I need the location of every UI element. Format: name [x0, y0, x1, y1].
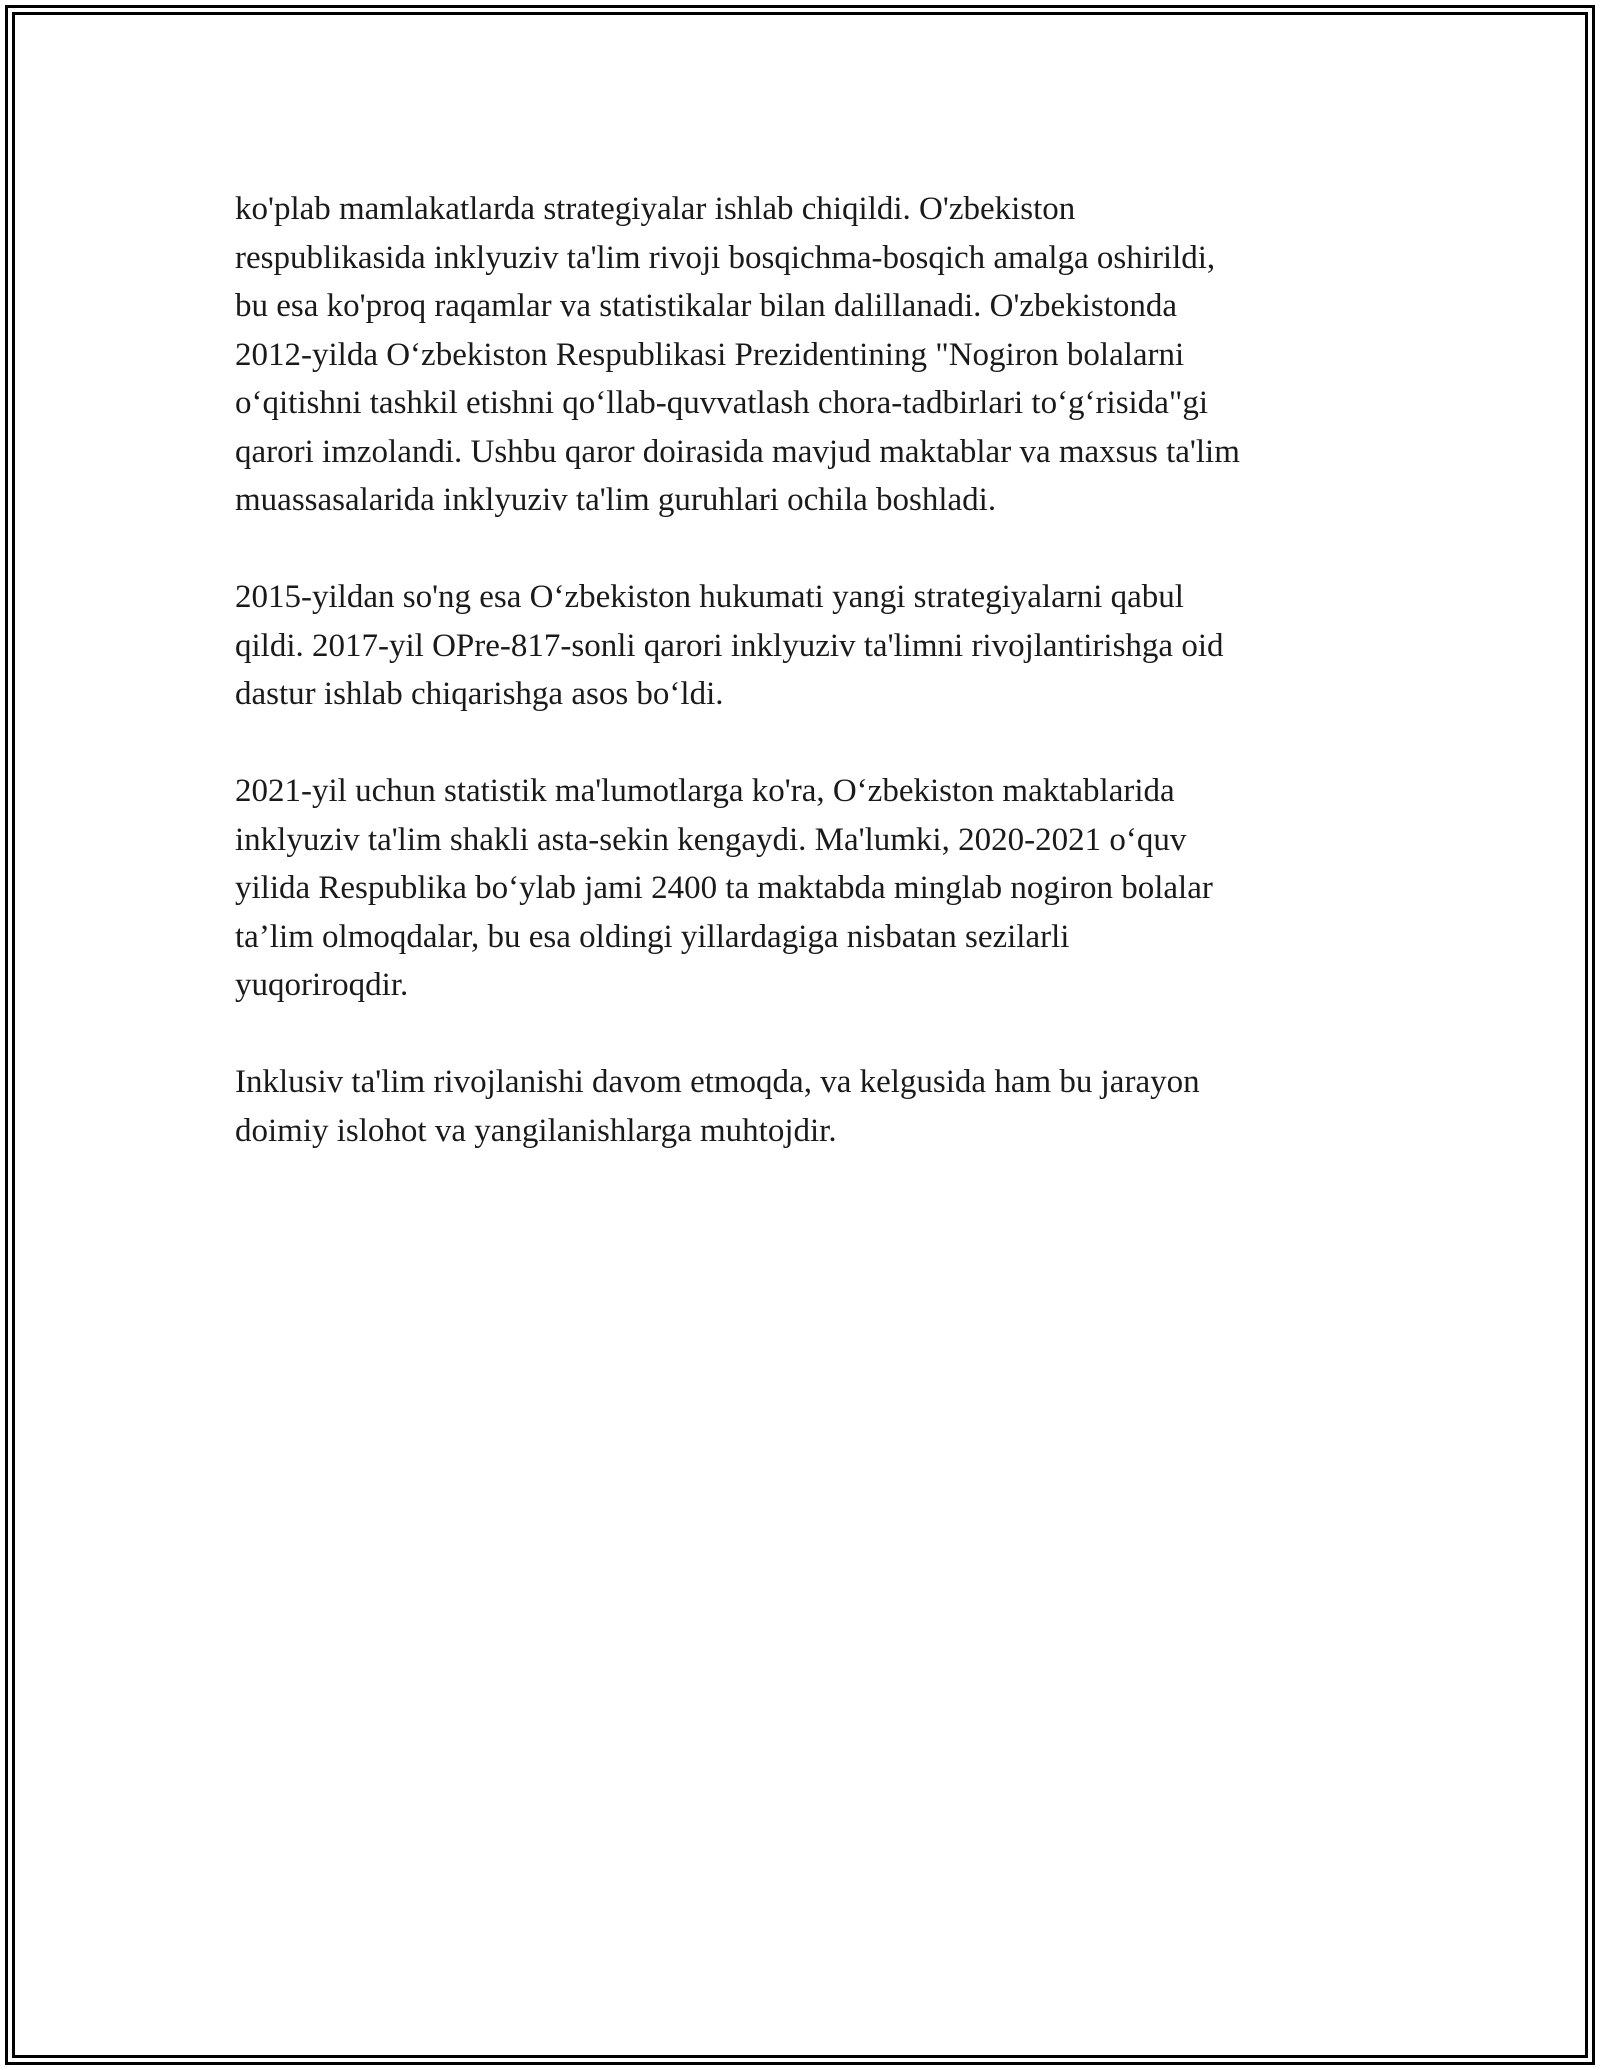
- paragraph-1: ko'plab mamlakatlarda strategiyalar ishlab chiqildi. O'zbekiston respublikasida inklyuziv ta'lim rivoji bosqichma-bosqich amalga oshirildi, bu esa ko'proq raqamlar va statistikalar bilan dalillanadi. O'zbekistonda 2012-yilda O‘zbekiston Respublikasi Prezidentining "Nogiron bolalarni o‘qitishni tashkil etishni qo‘llab-quvvatlash chora-tadbirlari to‘g‘risida"gi qarori imzolandi. Ushbu qaror doirasida mavjud maktablar va maxsus ta'lim muassasalarida inklyuziv ta'lim guruhlari ochila boshladi.: [235, 191, 1240, 518]
- paragraph-4: Inklusiv ta'lim rivojlanishi davom etmoqda, va kelgusida ham bu jarayon doimiy islohot va yangilanishlarga muhtojdir.: [235, 1064, 1200, 1149]
- paragraph-2: 2015-yildan so'ng esa O‘zbekiston hukumati yangi strategiyalarni qabul qildi. 2017-yil OPre-817-sonli qarori inklyuziv ta'limni rivojlantirishga oid dastur ishlab chiqarishga asos bo‘ldi.: [235, 579, 1224, 712]
- document-body: [235, 185, 1365, 1204]
- paragraph-3: 2021-yil uchun statistik ma'lumotlarga ko'ra, O‘zbekiston maktablarida inklyuziv ta'lim shakli asta-sekin kengaydi. Ma'lumki, 2020-2021 o‘quv yilida Respublika bo‘ylab jami 2400 ta maktabda minglab nogiron bolalar ta’lim olmoqdalar, bu esa oldingi yillardagiga nisbatan sezilarli yuqoriroqdir.: [235, 773, 1213, 1003]
